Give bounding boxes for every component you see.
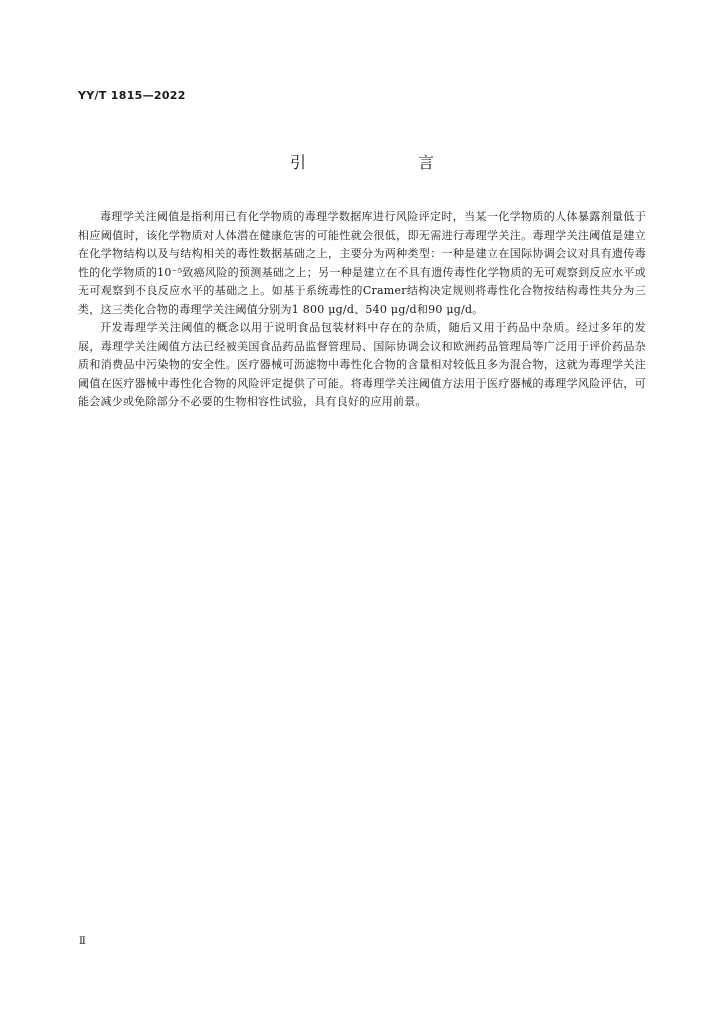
paragraph: 毒理学关注阈值是指利用已有化学物质的毒理学数据库进行风险评定时，当某一化学物质的人体暴露剂量低于相应阈值时，该化学物质对人体潜在健康危害的可能性就会很低，即无需进行毒理学关注。毒理学关注阈值是建立在化学物结构以及与结构相关的毒性数据基础之上，主要分为两种类型：一种是建立在国际协调会议对具有遗传毒性的化学物质的10⁻⁵致癌风险的预测基础之上；另一种是建立在不具有遗传毒性化学物质的无可观察到反应水平或无可观察到不良反应水平的基础之上。如基于系统毒性的Cramer结构决定规则将毒性化合物按结构毒性共分为三类，这三类化合物的毒理学关注阈值分别为1 800 μg/d、540 μg/d和90 μg/d。 xyxy=(78,210,646,316)
section-title: 引 言 xyxy=(289,153,482,172)
standard-code: YY/T 1815—2022 xyxy=(78,89,186,102)
paragraph: 开发毒理学关注阈值的概念以用于说明食品包装材料中存在的杂质，随后又用于药品中杂质。经过多年的发展，毒理学关注阈值方法已经被美国食品药品监督管理局、国际协调会议和欧洲药品管理局等广泛用于评价药品杂质和消费品中污染物的安全性。医疗器械可沥滤物中毒性化合物的含量相对较低且多为混合物，这就为毒理学关注阈值在医疗器械中毒性化合物的风险评定提供了可能。将毒理学关注阈值方法用于医疗器械的毒理学风险评估，可能会减少或免除部分不必要的生物相容性试验，具有良好的应用前景。 xyxy=(78,321,646,408)
body-text xyxy=(78,208,646,412)
page-number: Ⅱ xyxy=(79,936,86,947)
